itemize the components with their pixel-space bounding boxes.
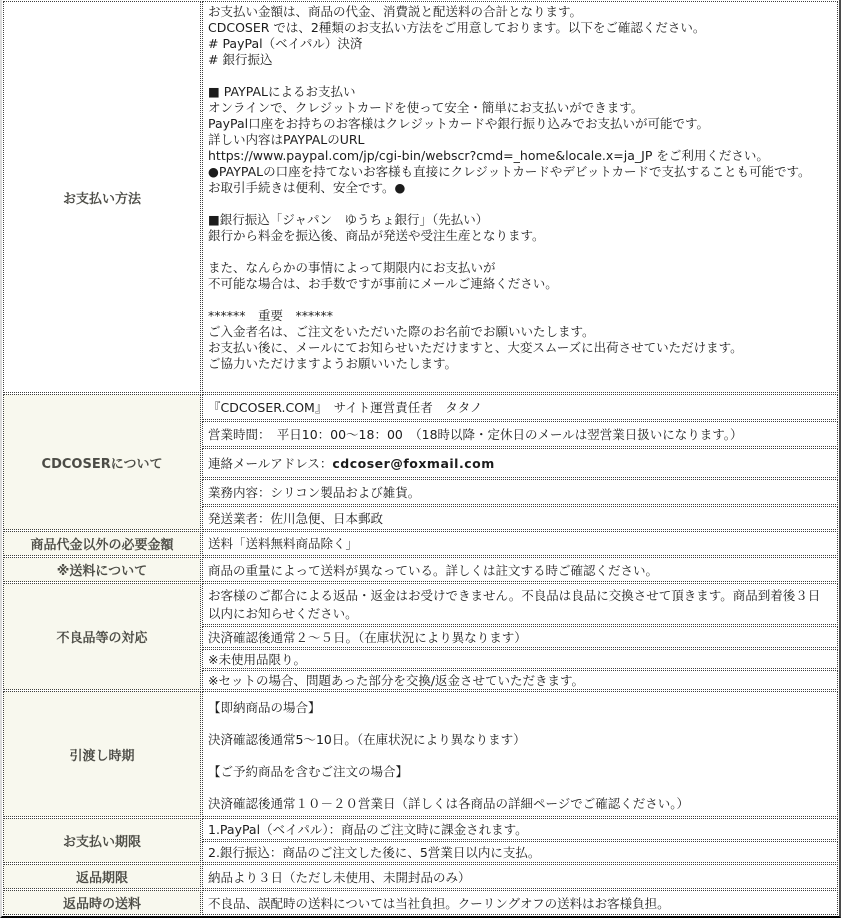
blank-line bbox=[208, 780, 832, 796]
payment-text-line: # PayPal（ベイパル）決済 bbox=[208, 36, 363, 51]
payment-text-line: PayPal口座をお持ちのお客様はクレジットカードや銀行振り込みでお支払いが可能です。 bbox=[208, 116, 709, 131]
delivery-text-line: 【ご予約商品を含むご注文の場合】 bbox=[208, 764, 409, 779]
payment-text-line: ●PAYPALの口座を持てないお客様も直接にクレジットカードやデビットカードで支払することも可能です。 bbox=[208, 164, 811, 179]
blank-line bbox=[208, 68, 832, 84]
payment-text-line: お支払い金額は、商品の代金、消費説と配送料の合計となります。 bbox=[208, 4, 583, 19]
contact-email: cdcoser@foxmail.com bbox=[332, 456, 495, 471]
payment-text-line: お支払い後に、メールにてお知らせいただけますと、大変スムーズに出荷させていただけます。 bbox=[208, 340, 743, 355]
payment-method-label: お支払い方法 bbox=[3, 1, 201, 393]
payment-text-line: CDCOSER では、2種類のお支払い方法をご用意しております。以下をご確認ください。 bbox=[208, 20, 706, 35]
business-description: 業務内容：シリコン製品および雑貨。 bbox=[202, 479, 838, 505]
important-heading: ****** 重要 ****** bbox=[208, 308, 334, 323]
business-hours: 営業時間： 平日10：00～18：00 （18時以降・定休日のメールは翌営業日扱いになります。） bbox=[202, 421, 838, 447]
defective-exchange-time: 決済確認後通常２～５日。（在庫状況により異なります） bbox=[202, 626, 838, 648]
row-defective-policy bbox=[3, 583, 838, 625]
paypal-section-heading: ■ PAYPALによるお支払い bbox=[208, 84, 356, 99]
payment-text-line: ご協力いただけますようお願いいたします。 bbox=[208, 356, 458, 371]
row-payment-method bbox=[3, 1, 838, 393]
extra-fees-content: 送料「送料無料商品除く」 bbox=[202, 531, 838, 556]
paypal-url: https://www.paypal.com/jp/cgi-bin/webscr?cmd=_home&locale.x=ja_JP をご利用ください。 bbox=[208, 148, 769, 163]
payment-text-line: 銀行から料金を振込後、商品が発送や受注生産となります。 bbox=[208, 228, 545, 243]
contact-email-label: 連絡メールアドレス： bbox=[208, 456, 333, 471]
payment-text-line: また、なんらかの事情によって期限内にお支払いが bbox=[208, 260, 496, 275]
blank-line bbox=[208, 292, 832, 308]
payment-text-line: ご入金者名は、ご注文をいただいた際のお名前でお願いいたします。 bbox=[208, 324, 595, 339]
payment-text-line: # 銀行振込 bbox=[208, 52, 273, 67]
shipping-note-content: 商品の重量によって送料が異なっている。詳しくは註文する時ご確認ください。 bbox=[202, 557, 838, 582]
row-return-shipping bbox=[3, 890, 838, 915]
delivery-text-line: 決済確認後通常5～10日。（在庫状況により異なります） bbox=[208, 732, 526, 747]
row-shipping-note bbox=[3, 557, 838, 582]
row-about-site bbox=[3, 394, 838, 420]
row-extra-fees bbox=[3, 531, 838, 556]
contact-line bbox=[202, 448, 838, 478]
delivery-content bbox=[202, 691, 838, 817]
defective-set-note: ※セットの場合、問題あった部分を交換/返金させていただきます。 bbox=[202, 670, 838, 690]
payment-text-line: オンラインで、クレジットカードを使って安全・簡単にお支払いができます。 bbox=[208, 100, 644, 115]
defective-policy-text: お客様のご都合による返品・返金はお受けできません。不良品は良品に交換させて頂きます。商品到着後３日以内にお知らせください。 bbox=[202, 583, 838, 625]
shipping-note-label: ※送料について bbox=[3, 557, 201, 582]
blank-line bbox=[208, 244, 832, 260]
blank-line bbox=[208, 748, 832, 764]
payment-text-line: お取引手続きは便利、安全です。● bbox=[208, 180, 406, 195]
payment-text-line: 不可能な場合は、お手数ですが事前にメールご連絡ください。 bbox=[208, 276, 558, 291]
about-site-operator: 『CDCOSER.COM』 サイト運営責任者 タタノ bbox=[202, 394, 838, 420]
extra-fees-label: 商品代金以外の必要金額 bbox=[3, 531, 201, 556]
return-shipping-label: 返品時の送料 bbox=[3, 890, 201, 915]
return-shipping-content: 不良品、誤配時の送料については当社負担。クーリングオフの送料はお客様負担。 bbox=[202, 890, 838, 915]
payment-deadline-bank: 2.銀行振込：商品のご注文した後に、5営業日以内に支払。 bbox=[202, 841, 838, 863]
return-deadline-content: 納品より３日（ただし未使用、未開封品のみ） bbox=[202, 864, 838, 889]
defective-unused-note: ※未使用品限り。 bbox=[202, 649, 838, 669]
bank-transfer-heading: ■銀行振込「ジャパン ゆうちょ銀行」（先払い） bbox=[208, 212, 489, 227]
return-deadline-label: 返品期限 bbox=[3, 864, 201, 889]
delivery-text-line: 決済確認後通常１０－２０営業日（詳しくは各商品の詳細ページでご確認ください。） bbox=[208, 796, 690, 811]
delivery-label: 引渡し時期 bbox=[3, 691, 201, 817]
row-delivery-timing bbox=[3, 691, 838, 817]
delivery-text-line: 【即納商品の場合】 bbox=[208, 700, 321, 715]
payment-deadline-label: お支払い期限 bbox=[3, 818, 201, 863]
row-payment-deadline-paypal bbox=[3, 818, 838, 840]
defective-label: 不良品等の対応 bbox=[3, 583, 201, 690]
about-label: CDCOSERについて bbox=[3, 394, 201, 530]
payment-text-line: 詳しい内容はPAYPALのURL bbox=[208, 132, 365, 147]
payment-method-content bbox=[202, 1, 838, 393]
blank-line bbox=[208, 196, 832, 212]
blank-line bbox=[208, 716, 832, 732]
shipping-carriers: 発送業者：佐川急便、日本郵政 bbox=[202, 506, 838, 530]
payment-deadline-paypal: 1.PayPal（ベイパル）：商品のご注文時に課金されます。 bbox=[202, 818, 838, 840]
